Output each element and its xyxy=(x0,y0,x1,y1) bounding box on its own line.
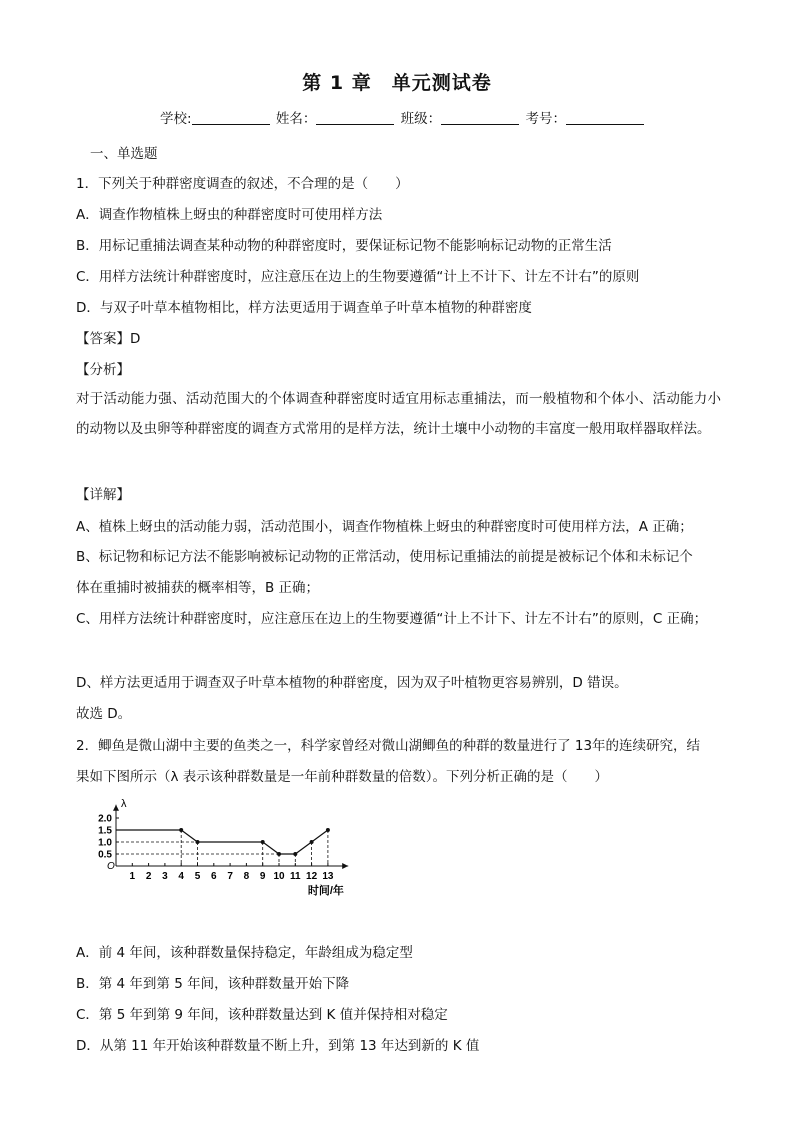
x-axis-label: 时间/年 xyxy=(307,885,344,897)
x-tick-label: 6 xyxy=(211,871,217,882)
x-tick-label: 11 xyxy=(290,871,301,882)
y-tick-label: 2.0 xyxy=(98,813,112,825)
q1-detail-d: D、样方法更适用于调查双子叶草本植物的种群密度，因为双子叶植物更容易辨别，D 错误。 xyxy=(76,675,628,691)
q1-analysis-label: 【分析】 xyxy=(76,362,130,378)
x-tick-label: 5 xyxy=(194,871,201,882)
q2-option-a: A．前 4 年间，该种群数量保持稳定，年龄组成为稳定型 xyxy=(76,945,413,961)
y-axis-label: λ xyxy=(121,797,127,810)
x-tick-label: 2 xyxy=(145,871,152,882)
lambda-line-chart xyxy=(86,786,356,898)
number-blank[interactable] xyxy=(566,111,644,125)
school-blank[interactable] xyxy=(192,111,270,125)
origin-label: O xyxy=(107,861,115,872)
data-point xyxy=(277,852,281,856)
name-blank[interactable] xyxy=(316,111,394,125)
data-point xyxy=(196,840,200,844)
q1-detail-c: C、用样方法统计种群密度时，应注意压在边上的生物要遵循“计上不计下、计左不计右”的原则，C 正确； xyxy=(76,611,708,627)
q1-detail-a: A、植株上蚜虫的活动能力弱，活动范围小，调查作物植株上蚜虫的种群密度时可使用样方法，A 正确； xyxy=(76,519,693,535)
x-tick-label: 1 xyxy=(129,871,136,882)
q2-option-c: C．第 5 年到第 9 年间，该种群数量达到 K 值并保持相对稳定 xyxy=(76,1007,448,1023)
x-tick-label: 7 xyxy=(227,871,233,882)
q1-detail-b1: B、标记物和标记方法不能影响被标记动物的正常活动，使用标记重捕法的前提是被标记个体和未标记个 xyxy=(76,549,693,565)
chart-ticks xyxy=(98,814,334,883)
x-tick-label: 10 xyxy=(273,871,285,882)
student-info-line xyxy=(160,107,646,127)
class-label: 班级： xyxy=(400,111,442,127)
q1-conclusion: 故选 D。 xyxy=(76,706,132,722)
q1-option-a: A．调查作物植株上蚜虫的种群密度时可使用样方法 xyxy=(76,207,383,223)
data-point xyxy=(326,828,330,832)
q2-stem-line2: 果如下图所示（λ 表示该种群数量是一年前种群数量的倍数）。下列分析正确的是（ ） xyxy=(76,769,609,785)
section-heading: 一、单选题 xyxy=(90,146,158,162)
name-label: 姓名： xyxy=(275,111,317,127)
x-tick-label: 8 xyxy=(243,871,250,882)
q1-option-c: C．用样方法统计种群密度时，应注意压在边上的生物要遵循“计上不计下、计左不计右”的原则 xyxy=(76,269,640,285)
data-point xyxy=(179,828,183,832)
x-axis-arrow xyxy=(342,863,348,869)
data-point xyxy=(261,840,265,844)
y-tick-label: 1.0 xyxy=(98,837,112,849)
q2-option-d: D．从第 11 年开始该种群数量不断上升，到第 13 年达到新的 K 值 xyxy=(76,1038,480,1054)
x-tick-label: 13 xyxy=(322,871,334,882)
q1-option-d: D．与双子叶草本植物相比，样方法更适用于调查单子叶草本植物的种群密度 xyxy=(76,300,532,316)
q1-detail-b2: 体在重捕时被捕获的概率相等，B 正确； xyxy=(76,580,320,596)
y-tick-label: 0.5 xyxy=(98,849,112,861)
x-tick-label: 4 xyxy=(178,871,184,882)
x-tick-label: 12 xyxy=(306,871,318,882)
x-tick-label: 3 xyxy=(162,871,168,882)
q2-stem-line1: 2．鲫鱼是微山湖中主要的鱼类之一，科学家曾经对微山湖鲫鱼的种群的数量进行了 13年的连续研究，结 xyxy=(76,738,701,754)
school-label: 学校: xyxy=(160,111,192,127)
q1-stem: 1．下列关于种群密度调查的叙述，不合理的是（ ） xyxy=(76,176,409,192)
chart-guides xyxy=(116,830,328,866)
x-tick-label: 9 xyxy=(259,871,266,882)
page-title: 第 1 章 单元测试卷 xyxy=(302,72,492,94)
q1-option-b: B．用标记重捕法调查某种动物的种群密度时，要保证标记物不能影响标记动物的正常生活 xyxy=(76,238,612,254)
class-blank[interactable] xyxy=(441,111,519,125)
data-point xyxy=(293,852,297,856)
chart-axes xyxy=(107,798,348,897)
q2-option-b: B．第 4 年到第 5 年间，该种群数量开始下降 xyxy=(76,976,350,992)
q1-analysis: 对于活动能力强、活动范围大的个体调查种群密度时适宜用标志重捕法，而一般植物和个体小、活动能力小的动物以及虫卵等种群密度的调查方式常用的是样方法，统计土壤中小动物的丰富度一般用取样器取样法。 xyxy=(76,391,721,437)
data-point xyxy=(310,840,314,844)
y-tick-label: 1.5 xyxy=(98,825,112,837)
q1-detail-label: 【详解】 xyxy=(76,487,130,503)
number-label: 考号： xyxy=(525,111,566,127)
q1-answer: 【答案】D xyxy=(76,331,141,347)
y-axis-arrow xyxy=(113,805,119,811)
